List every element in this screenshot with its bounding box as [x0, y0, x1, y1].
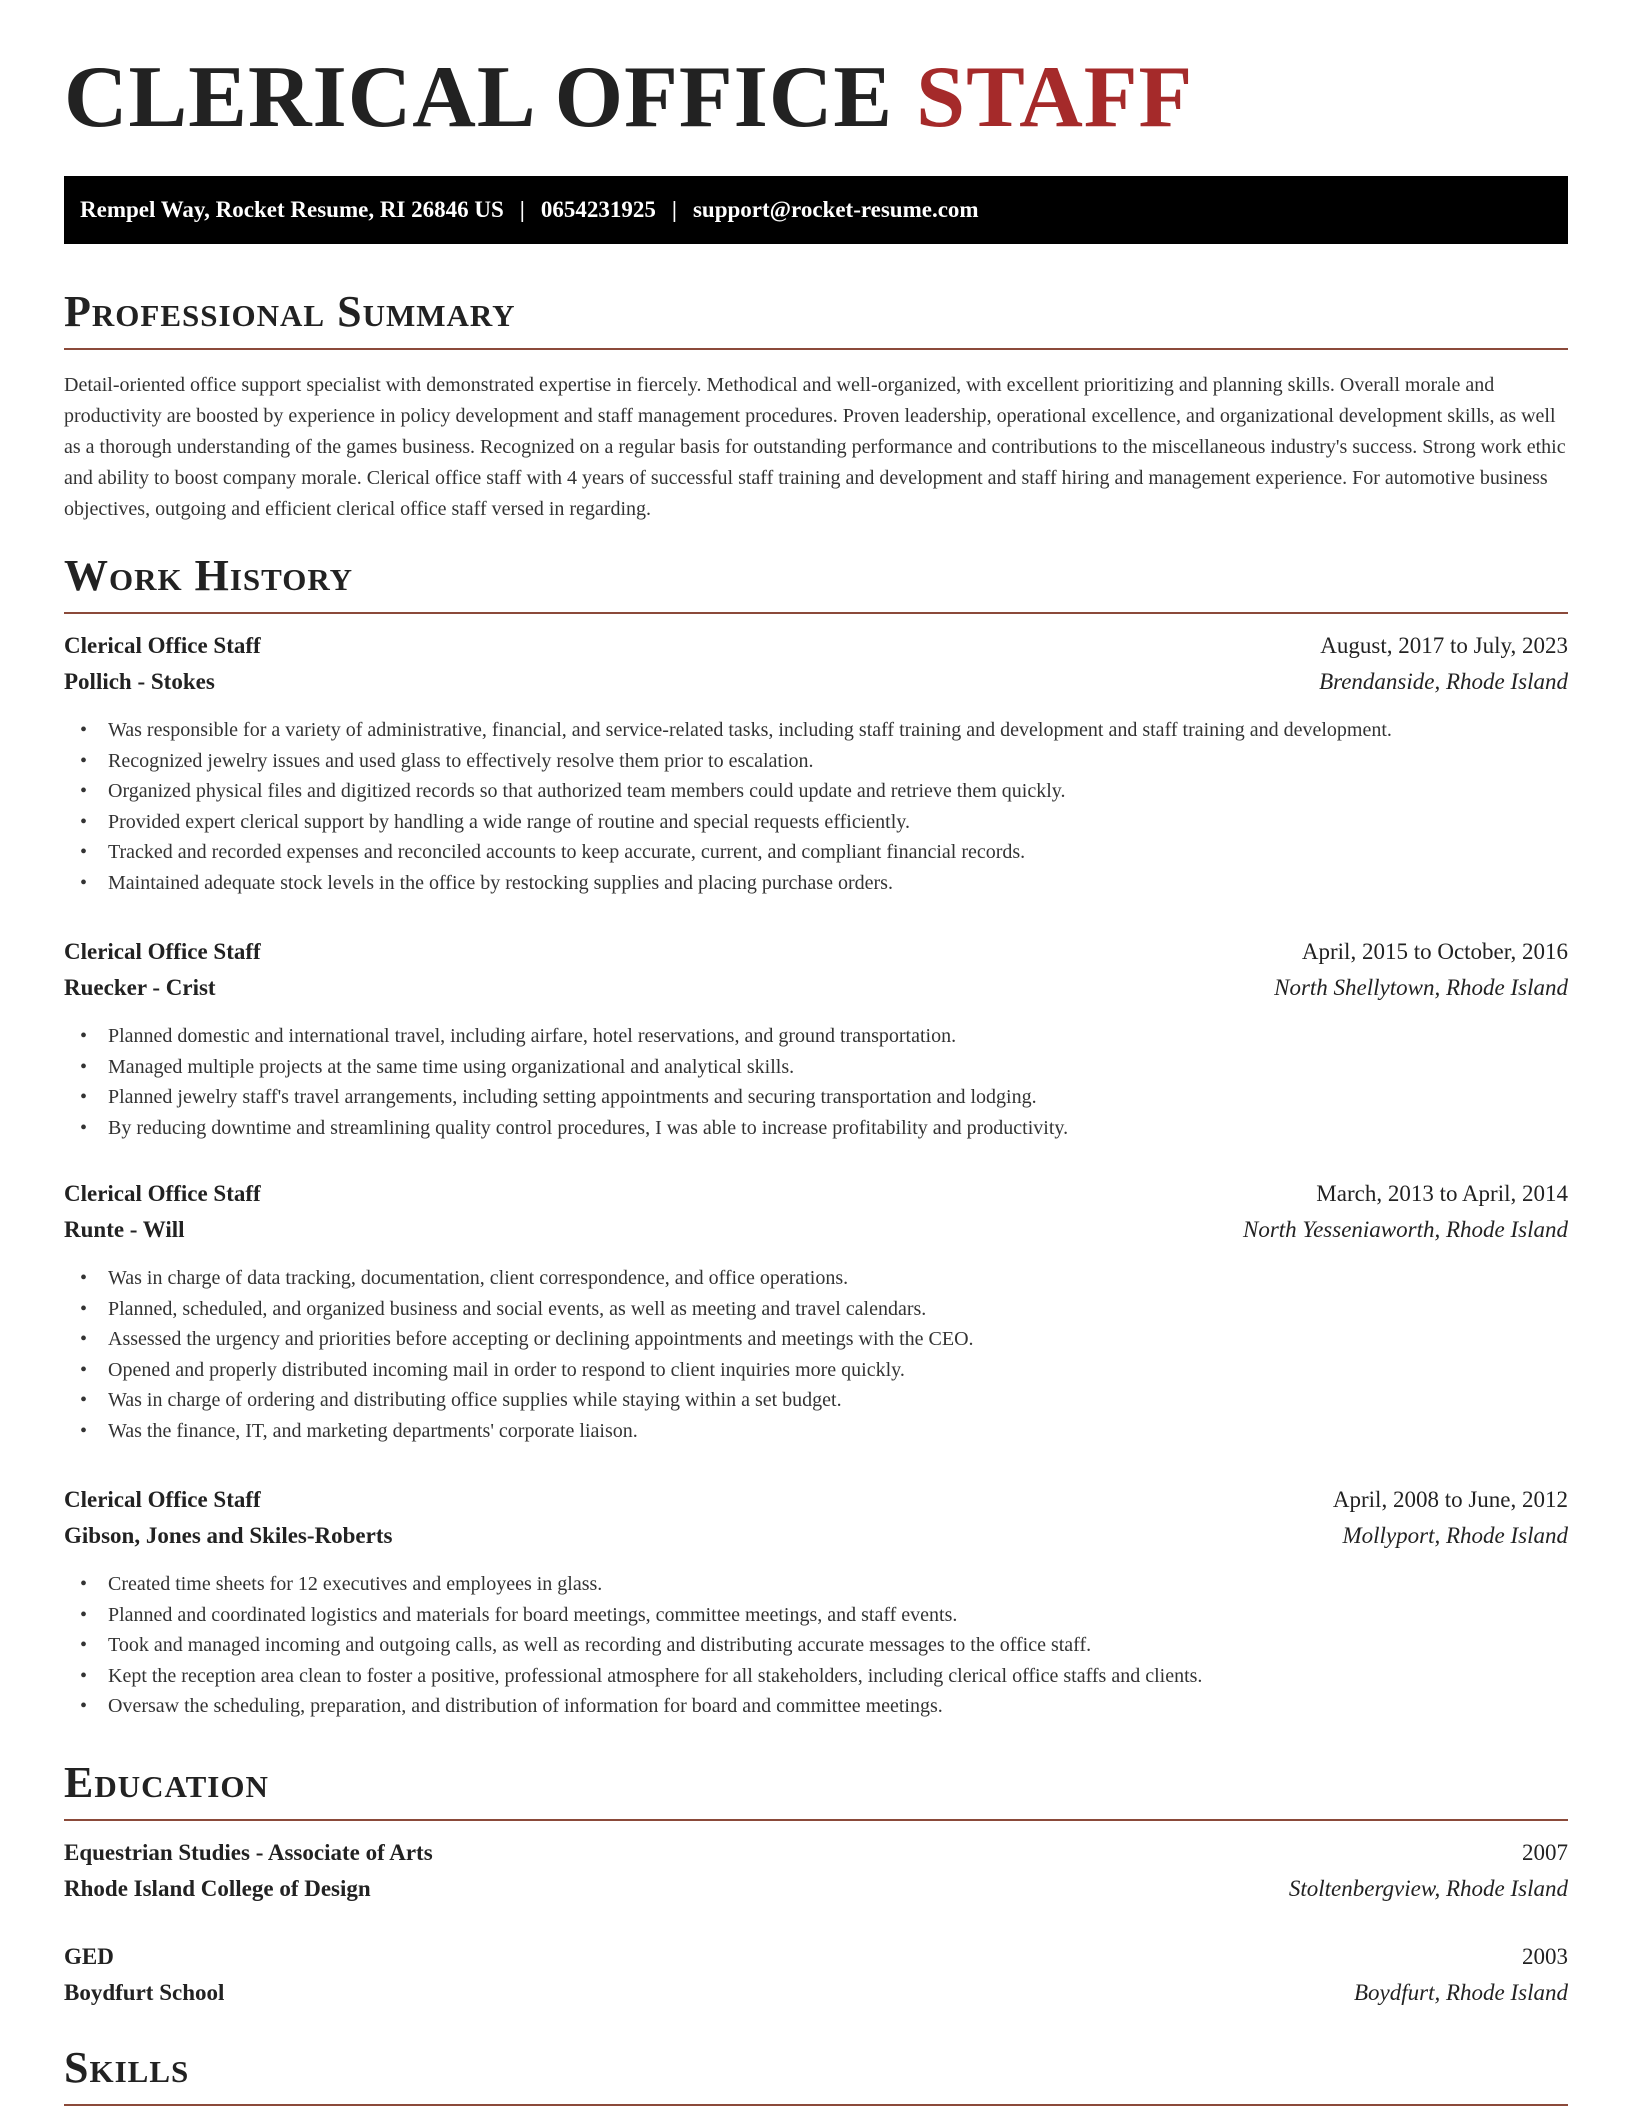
- list-item: • Provided expert clerical support by handling a wide range of routine and special requests efficiently.: [64, 807, 1568, 838]
- list-item: • Opened and properly distributed incoming mail in order to respond to client inquiries more quickly.: [64, 1355, 1568, 1386]
- job-location: Brendanside, Rhode Island: [1319, 669, 1568, 694]
- education-location: Boydfurt, Rhode Island: [1354, 1980, 1568, 2005]
- list-item: • Oversaw the scheduling, preparation, and distribution of information for board and committee meetings.: [64, 1691, 1568, 1722]
- summary-text: Detail-oriented office support specialist with demonstrated expertise in fiercely. Methodical and well-organized, with excellent prioritizing and planning skills. Overall morale and productivity are boosted by experience in policy development and staff management procedures. Proven leadership, operational excellence, and organizational development skills, as well as a thorough understanding of the games business. Recognized on a regular basis for outstanding performance and contributions to the miscellaneous industry's success. Strong work ethic and ability to boost company morale. Clerical office staff with 4 years of successful staff training and development and staff hiring and management experience. For automotive business objectives, outgoing and efficient clerical office staff versed in regarding.: [64, 374, 1566, 520]
- job-role: Clerical Office Staff: [64, 939, 261, 964]
- contact-phone: 0654231925: [540, 197, 656, 222]
- job-entry: [64, 939, 1568, 1143]
- list-item: • Created time sheets for 12 executives and employees in glass.: [64, 1569, 1568, 1600]
- list-item: • Was in charge of data tracking, documentation, client correspondence, and office operations.: [64, 1263, 1568, 1294]
- job-company: Ruecker - Crist: [64, 975, 216, 1000]
- job-bullets: [64, 1569, 1568, 1722]
- list-item: • Was the finance, IT, and marketing departments' corporate liaison.: [64, 1416, 1568, 1447]
- name-main: CLERICAL OFFICE: [64, 49, 894, 146]
- list-item: • Recognized jewelry issues and used glass to effectively resolve them prior to escalation.: [64, 746, 1568, 777]
- contact-separator: |: [671, 197, 677, 222]
- job-company: Runte - Will: [64, 1217, 185, 1242]
- education-degree: GED: [64, 1944, 114, 1969]
- job-bullets: [64, 715, 1568, 898]
- job-location: North Shellytown, Rhode Island: [1274, 975, 1568, 1000]
- job-role: Clerical Office Staff: [64, 1181, 261, 1206]
- job-company: Pollich - Stokes: [64, 669, 215, 694]
- job-bullets: [64, 1021, 1568, 1143]
- list-item: • Took and managed incoming and outgoing calls, as well as recording and distributing accurate messages to the office staff.: [64, 1630, 1568, 1661]
- education-entry: [64, 1840, 1568, 1912]
- list-item: • By reducing downtime and streamlining quality control procedures, I was able to increase profitability and productivity.: [64, 1113, 1568, 1144]
- contact-separator: |: [519, 197, 525, 222]
- job-dates: April, 2015 to October, 2016: [1301, 939, 1568, 964]
- section-title-summary: Professional Summary: [64, 290, 1568, 350]
- education-entry: [64, 1944, 1568, 2016]
- education-degree: Equestrian Studies - Associate of Arts: [64, 1840, 433, 1865]
- job-company: Gibson, Jones and Skiles-Roberts: [64, 1523, 393, 1548]
- job-role: Clerical Office Staff: [64, 1487, 261, 1512]
- list-item: • Planned and coordinated logistics and materials for board meetings, committee meetings, and staff events.: [64, 1600, 1568, 1631]
- education-school: Rhode Island College of Design: [64, 1876, 371, 1901]
- education-school: Boydfurt School: [64, 1980, 225, 2005]
- section-title-work-history: Work History: [64, 554, 1568, 614]
- list-item: • Planned domestic and international travel, including airfare, hotel reservations, and ground transportation.: [64, 1021, 1568, 1052]
- section-title-education: Education: [64, 1761, 1568, 1821]
- section-title-skills: Skills: [64, 2046, 1568, 2106]
- list-item: • Was responsible for a variety of administrative, financial, and service-related tasks, including staff training and development and staff training and development.: [64, 715, 1568, 746]
- education-location: Stoltenbergview, Rhode Island: [1288, 1876, 1568, 1901]
- list-item: • Kept the reception area clean to foster a positive, professional atmosphere for all stakeholders, including clerical office staffs and clients.: [64, 1661, 1568, 1692]
- list-item: • Managed multiple projects at the same time using organizational and analytical skills.: [64, 1052, 1568, 1083]
- candidate-name: [64, 49, 1194, 146]
- name-accent: STAFF: [916, 49, 1194, 146]
- job-dates: March, 2013 to April, 2014: [1316, 1181, 1568, 1206]
- job-bullets: [64, 1263, 1568, 1446]
- list-item: • Assessed the urgency and priorities before accepting or declining appointments and meetings with the CEO.: [64, 1324, 1568, 1355]
- contact-email: support@rocket-resume.com: [692, 197, 979, 222]
- job-location: Mollyport, Rhode Island: [1342, 1523, 1568, 1548]
- list-item: • Maintained adequate stock levels in the office by restocking supplies and placing purchase orders.: [64, 868, 1568, 899]
- job-entry: [64, 1487, 1568, 1722]
- list-item: • Planned jewelry staff's travel arrangements, including setting appointments and securing transportation and lodging.: [64, 1082, 1568, 1113]
- job-location: North Yesseniaworth, Rhode Island: [1242, 1217, 1568, 1242]
- education-year: 2003: [1522, 1944, 1568, 1969]
- job-entry: [64, 1181, 1568, 1446]
- education-year: 2007: [1522, 1840, 1568, 1865]
- job-role: Clerical Office Staff: [64, 633, 261, 658]
- list-item: • Was in charge of ordering and distributing office supplies while staying within a set budget.: [64, 1385, 1568, 1416]
- contact-bar: [64, 176, 1568, 244]
- list-item: • Tracked and recorded expenses and reconciled accounts to keep accurate, current, and compliant financial records.: [64, 837, 1568, 868]
- list-item: • Organized physical files and digitized records so that authorized team members could update and retrieve them quickly.: [64, 776, 1568, 807]
- job-dates: August, 2017 to July, 2023: [1320, 633, 1568, 658]
- job-dates: April, 2008 to June, 2012: [1332, 1487, 1568, 1512]
- contact-address: Rempel Way, Rocket Resume, RI 26846 US: [80, 197, 504, 222]
- job-entry: [64, 633, 1568, 898]
- list-item: • Planned, scheduled, and organized business and social events, as well as meeting and travel calendars.: [64, 1294, 1568, 1325]
